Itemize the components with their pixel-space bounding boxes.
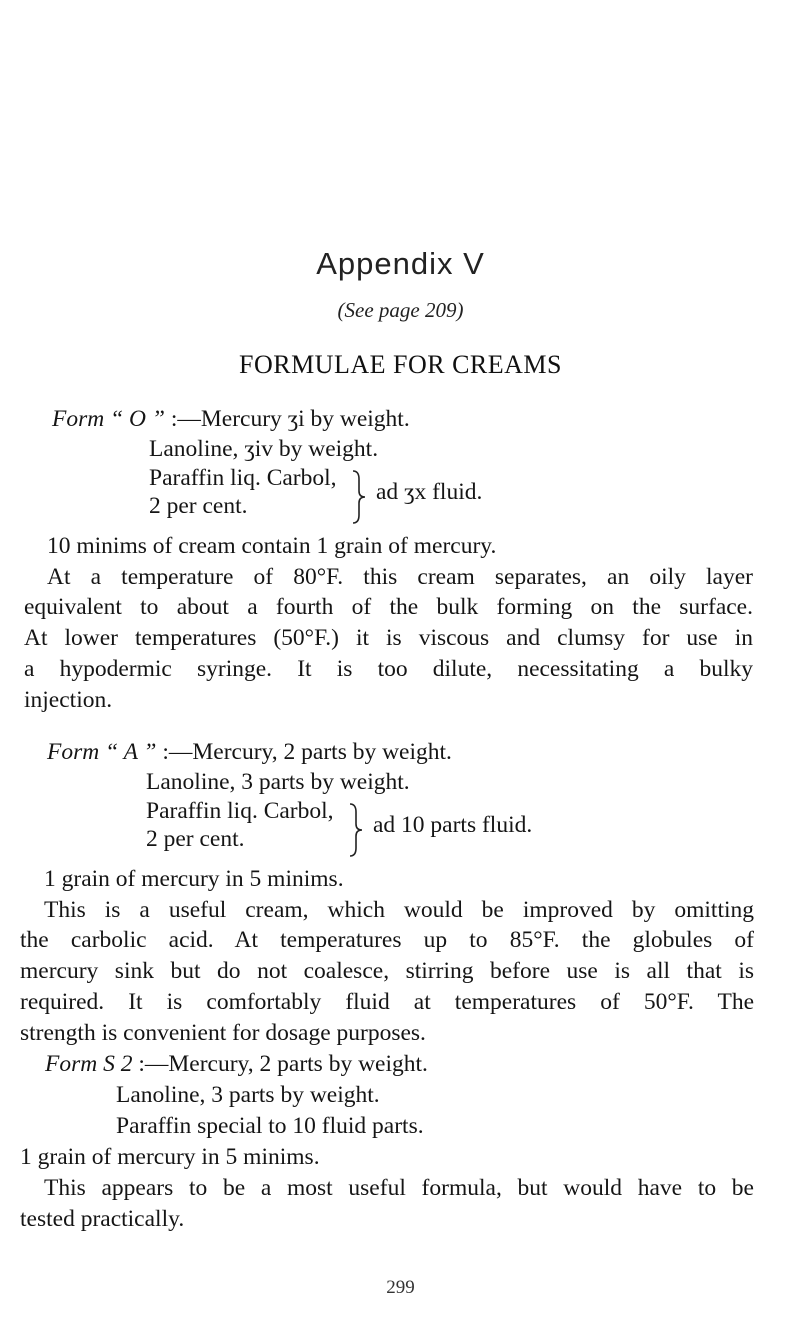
form-s2-paragraph-line: This appears to be a most useful formula, but would have to be xyxy=(44,1175,754,1201)
form-o-lanoline: Lanoline, ʒiv by weight. xyxy=(149,436,379,462)
form-s2-paragraph-line: tested practically. xyxy=(20,1206,185,1232)
page-number: 299 xyxy=(386,1277,415,1298)
form-o-paragraph-line: At lower temperatures (50°F.) it is viscous and clumsy for use in xyxy=(24,625,753,651)
form-o-paragraph-line: At a temperature of 80°F. this cream separates, an oily layer xyxy=(47,564,753,590)
form-s2-lanoline: Lanoline, 3 parts by weight. xyxy=(116,1082,380,1108)
form-a-ad-fluid: ad 10 parts fluid. xyxy=(373,812,533,838)
form-a-brace-icon xyxy=(346,802,366,858)
form-s2-strength: 1 grain of mercury in 5 minims. xyxy=(20,1144,320,1170)
form-s2-paraffin: Paraffin special to 10 fluid parts. xyxy=(116,1113,424,1139)
form-o-strength: 10 minims of cream contain 1 grain of mercury. xyxy=(47,533,497,559)
form-o-ad-fluid: ad ʒx fluid. xyxy=(376,479,483,505)
form-o-mercury: :—Mercury ʒi by weight. xyxy=(170,406,410,432)
form-a-paragraph-line: mercury sink but do not coalesce, stirring before use is all that is xyxy=(20,958,754,984)
form-a-paragraph-line: required. It is comfortably fluid at temperatures of 50°F. The xyxy=(20,989,754,1015)
form-a-lanoline: Lanoline, 3 parts by weight. xyxy=(146,769,410,795)
form-o-paragraph-line: injection. xyxy=(24,687,113,713)
form-a-label: Form “ A ” xyxy=(47,739,157,765)
form-o-brace-icon xyxy=(349,469,369,525)
section-heading: FORMULAE FOR CREAMS xyxy=(238,350,562,379)
form-a-paragraph-line: This is a useful cream, which would be improved by omitting xyxy=(44,897,754,923)
form-o-line-1 xyxy=(52,404,410,434)
appendix-title: Appendix V xyxy=(316,246,485,281)
form-o-paragraph-line: equivalent to about a fourth of the bulk forming on the surface. xyxy=(24,594,753,620)
form-o-paraffin: Paraffin liq. Carbol, xyxy=(149,465,337,491)
form-o-paragraph-line: a hypodermic syringe. It is too dilute, necessitating a bulky xyxy=(24,656,753,682)
form-o-percent: 2 per cent. xyxy=(149,493,248,519)
form-s2-mercury: :—Mercury, 2 parts by weight. xyxy=(138,1051,428,1077)
form-a-strength: 1 grain of mercury in 5 minims. xyxy=(44,866,344,892)
form-a-paragraph-line: strength is convenient for dosage purposes. xyxy=(20,1020,426,1046)
form-s2-line-1 xyxy=(45,1049,428,1079)
form-o-label: Form “ O ” xyxy=(52,406,165,432)
form-a-paragraph-line: the carbolic acid. At temperatures up to 85°F. the globules of xyxy=(20,927,754,953)
see-page-reference: (See page 209) xyxy=(337,298,464,322)
form-a-paraffin: Paraffin liq. Carbol, xyxy=(146,798,334,824)
form-a-line-1 xyxy=(47,737,452,767)
form-s2-label: Form S 2 xyxy=(45,1051,133,1077)
form-a-mercury: :—Mercury, 2 parts by weight. xyxy=(162,739,452,765)
form-a-percent: 2 per cent. xyxy=(146,826,245,852)
